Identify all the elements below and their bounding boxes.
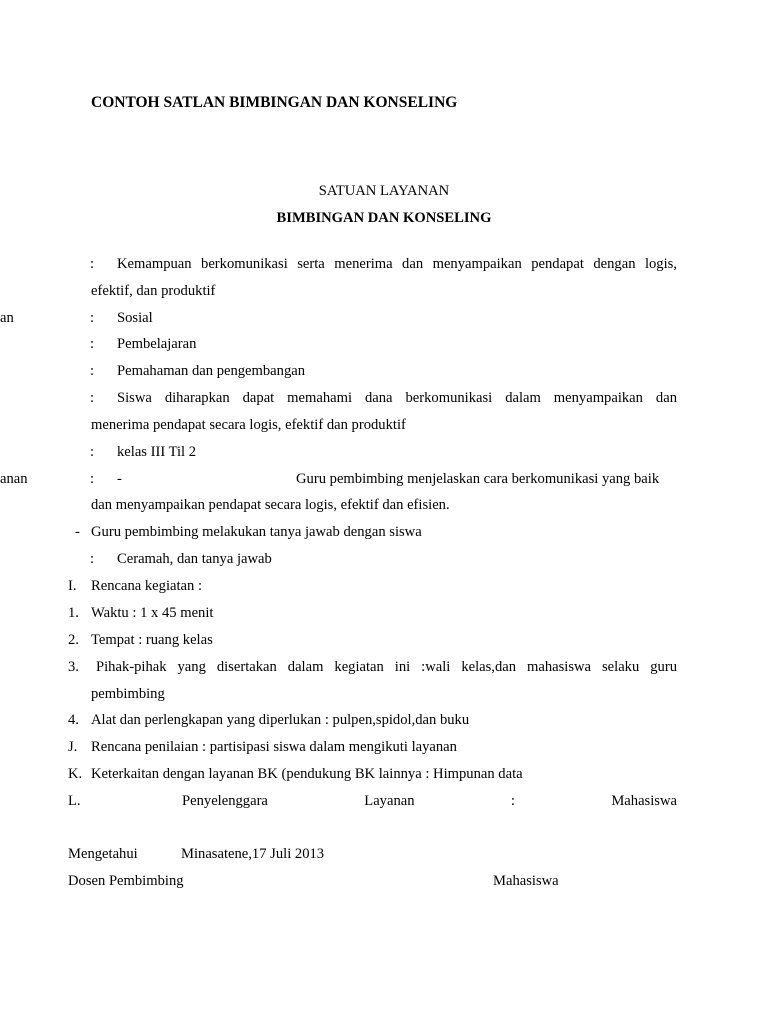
list-marker: 1. bbox=[68, 605, 79, 621]
row-uraian-text: Guru pembimbing menjelaskan cara berkomunikasi yang baik bbox=[296, 471, 660, 487]
list-marker: L. bbox=[68, 793, 81, 809]
list-marker: 2. bbox=[68, 632, 79, 648]
list-marker: 4. bbox=[68, 712, 79, 728]
colon: : bbox=[90, 336, 95, 352]
row-tujuan-text: Siswa diharapkan dapat memahami dana berkomunikasi dalam menyampaikan dan bbox=[117, 390, 677, 406]
list-item: Rencana penilaian : partisipasi siswa dalam mengikuti layanan bbox=[91, 739, 457, 755]
list-marker: I. bbox=[68, 578, 77, 594]
list-marker: 3. bbox=[68, 659, 79, 675]
mengetahui-label: Mengetahui bbox=[68, 846, 138, 862]
list-item: Alat dan perlengkapan yang diperlukan : pulpen,spidol,dan buku bbox=[91, 712, 470, 728]
list-item: Waktu : 1 x 45 menit bbox=[91, 605, 214, 621]
list-item-continued: pembimbing bbox=[91, 686, 165, 702]
row-sasaran-text: kelas III Til 2 bbox=[117, 444, 197, 460]
place-date: Minasatene,17 Juli 2013 bbox=[181, 846, 325, 862]
dosen-pembimbing-label: Dosen Pembimbing bbox=[68, 873, 184, 889]
colon: : bbox=[90, 256, 95, 272]
list-item: Tempat : ruang kelas bbox=[91, 632, 213, 648]
colon: : bbox=[90, 444, 95, 460]
list-item: Rencana kegiatan : bbox=[91, 578, 203, 594]
colon: : bbox=[90, 363, 95, 379]
row-bidang-left-fragment: an bbox=[0, 310, 14, 326]
list-marker: J. bbox=[68, 739, 78, 755]
colon: : bbox=[90, 551, 95, 567]
row-topik-continued: efektif, dan produktif bbox=[91, 283, 216, 299]
list-item: Pihak-pihak yang disertakan dalam kegiatan ini :wali kelas,dan mahasiswa selaku guru bbox=[96, 659, 677, 675]
list-item: Keterkaitan dengan layanan BK (pendukung BK lainnya : Himpunan data bbox=[91, 766, 523, 782]
row-uraian-continued: dan menyampaikan pendapat secara logis, efektif dan efisien. bbox=[91, 497, 450, 513]
row-metode-text: Ceramah, dan tanya jawab bbox=[117, 551, 272, 567]
row-tujuan-continued: menerima pendapat secara logis, efektif dan produktif bbox=[91, 417, 406, 433]
row-uraian-left-fragment: anan bbox=[0, 471, 28, 487]
list-item-penyelenggara: Penyelenggara Layanan : Mahasiswa bbox=[182, 793, 677, 809]
bullet-dash: - bbox=[117, 471, 122, 487]
heading-satuan-layanan: SATUAN LAYANAN bbox=[318, 183, 450, 199]
row-topik-text: Kemampuan berkomunikasi serta menerima dan menyampaikan pendapat dengan logis, bbox=[117, 256, 677, 272]
row-bidang-text: Sosial bbox=[117, 310, 153, 326]
row-uraian-item-2: Guru pembimbing melakukan tanya jawab dengan siswa bbox=[91, 524, 422, 540]
list-marker: K. bbox=[68, 766, 83, 782]
mahasiswa-label: Mahasiswa bbox=[493, 873, 559, 889]
colon: : bbox=[90, 471, 95, 487]
bullet-dash: - bbox=[75, 524, 80, 540]
row-fungsi-text: Pemahaman dan pengembangan bbox=[117, 363, 306, 379]
row-jenis-text: Pembelajaran bbox=[117, 336, 197, 352]
colon: : bbox=[90, 310, 95, 326]
document-title: CONTOH SATLAN BIMBINGAN DAN KONSELING bbox=[91, 94, 458, 111]
heading-bimbingan-konseling: BIMBINGAN DAN KONSELING bbox=[276, 210, 492, 226]
colon: : bbox=[90, 390, 95, 406]
